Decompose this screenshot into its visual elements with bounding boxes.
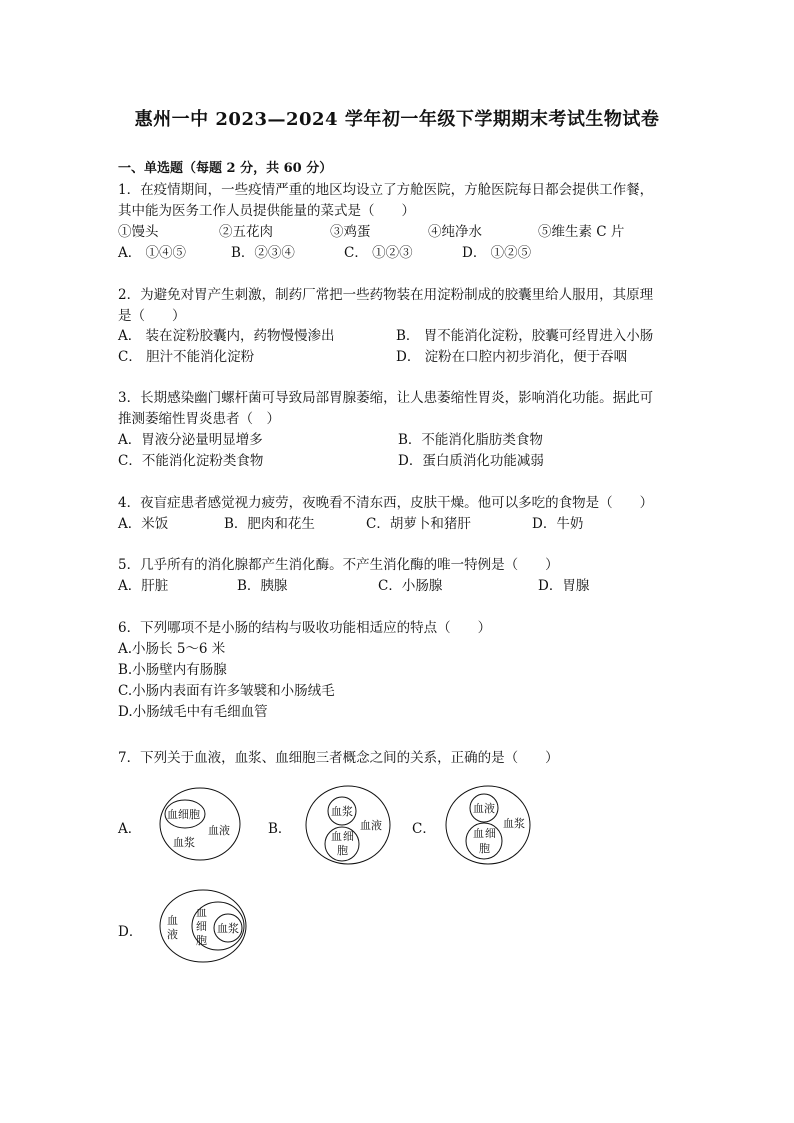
a-xuexibao-text: 血细胞 [167, 808, 200, 821]
q1-option-b: B．②③④ [231, 245, 295, 261]
c-bao-text: 胞 [479, 842, 490, 855]
q3-option-d: D．蛋白质消化功能减弱 [398, 453, 544, 469]
d-xue-text: 血 [167, 914, 178, 927]
q2-option-d: D． 淀粉在口腔内初步消化，便于吞咽 [396, 349, 628, 365]
section-heading: 一、单选题（每题 2 分，共 60 分） [118, 161, 333, 176]
q5-option-a: A．肝脏 [118, 578, 169, 594]
diagram-b [304, 784, 392, 866]
q1-stem-line2: 其中能为医务工作人员提供能量的菜式是（ ） [118, 203, 415, 219]
q7-stem: 7．下列关于血液，血浆、血细胞三者概念之间的关系，正确的是（ ） [118, 750, 559, 766]
q6-option-d: D.小肠绒毛中有毛细血管 [118, 704, 268, 720]
diagram-d [158, 888, 250, 964]
q6-option-a: A.小肠长 5～6 米 [118, 641, 226, 657]
q3-option-b: B．不能消化脂肪类食物 [398, 432, 543, 448]
q6-stem: 6．下列哪项不是小肠的结构与吸收功能相适应的特点（ ） [118, 620, 492, 636]
q4-stem: 4．夜盲症患者感觉视力疲劳，夜晚看不清东西，皮肤干燥。他可以多吃的食物是（ ） [118, 495, 654, 511]
q6-option-c: C.小肠内表面有许多皱襞和小肠绒毛 [118, 683, 335, 699]
q3-stem-line2: 推测萎缩性胃炎患者（ ） [118, 411, 280, 427]
q7-option-a-label: A． [118, 821, 142, 837]
c-xuexi-text: 血 [473, 827, 484, 840]
c-xi-text: 细 [485, 827, 496, 840]
q1-option-a: A． ①④⑤ [118, 245, 187, 261]
a-xuejiang-text: 血浆 [173, 836, 195, 849]
q2-stem-line1: 2．为避免对胃产生刺激，制药厂常把一些药物装在用淀粉制成的胶囊里给人服用，其原理 [118, 287, 654, 303]
q1-stem-line1: 1．在疫情期间，一些疫情严重的地区均设立了方舱医院，方舱医院每日都会提供工作餐， [118, 182, 654, 198]
q1-item-2: ②五花肉 [219, 224, 273, 240]
q5-stem: 5．几乎所有的消化腺都产生消化酶。不产生消化酶的唯一特例是（ ） [118, 557, 559, 573]
q1-item-3: ③鸡蛋 [330, 224, 371, 240]
q7-option-b-label: B． [268, 821, 292, 837]
d-bao-text: 胞 [196, 934, 207, 947]
diagram-a [158, 786, 242, 862]
q4-option-c: C．胡萝卜和猪肝 [366, 516, 471, 532]
q4-option-d: D．牛奶 [532, 516, 584, 532]
c-xueye-text: 血液 [473, 802, 495, 815]
q7-option-c-label: C． [412, 821, 436, 837]
q3-stem-line1: 3．长期感染幽门螺杆菌可导致局部胃腺萎缩，让人患萎缩性胃炎，影响消化功能。据此可 [118, 390, 654, 406]
q2-option-b: B． 胃不能消化淀粉，胶囊可经胃进入小肠 [396, 328, 654, 344]
q4-option-a: A．米饭 [118, 516, 169, 532]
b-xueye-text: 血液 [360, 819, 382, 832]
q5-option-b: B．胰腺 [237, 578, 288, 594]
q4-option-b: B．肥肉和花生 [224, 516, 315, 532]
d-xuejiang-text: 血浆 [217, 922, 239, 935]
q1-option-c: C． ①②③ [344, 245, 413, 261]
q2-option-c: C． 胆汁不能消化淀粉 [118, 349, 255, 365]
d-xue2-text: 血 [196, 906, 207, 919]
diagram-c [444, 784, 532, 866]
b-bao-text: 胞 [337, 844, 348, 857]
q1-option-d: D． ①②⑤ [462, 245, 532, 261]
q5-option-d: D．胃腺 [538, 578, 590, 594]
a-xueye-text: 血液 [208, 824, 230, 837]
b-xuexi-text: 血 [331, 830, 342, 843]
d-xi-text: 细 [196, 920, 207, 933]
q6-option-b: B.小肠壁内有肠腺 [118, 662, 227, 678]
b-xuejiang-text: 血浆 [331, 805, 353, 818]
q2-option-a: A． 装在淀粉胶囊内，药物慢慢渗出 [118, 328, 335, 344]
q1-item-1: ①馒头 [118, 224, 159, 240]
q1-item-4: ④纯净水 [428, 224, 482, 240]
q5-option-c: C．小肠腺 [378, 578, 443, 594]
q7-option-d-label: D． [118, 924, 143, 940]
page-title: 惠州一中 2023—2024 学年初一年级下学期期末考试生物试卷 [134, 109, 660, 130]
q3-option-a: A．胃液分泌量明显增多 [118, 432, 263, 448]
q1-item-5: ⑤维生素 C 片 [538, 224, 625, 240]
d-ye-text: 液 [167, 928, 178, 941]
q2-stem-line2: 是（ ） [118, 308, 186, 324]
b-xi-text: 细 [343, 830, 354, 843]
c-xuejiang-text: 血浆 [503, 817, 525, 830]
q3-option-c: C．不能消化淀粉类食物 [118, 453, 264, 469]
